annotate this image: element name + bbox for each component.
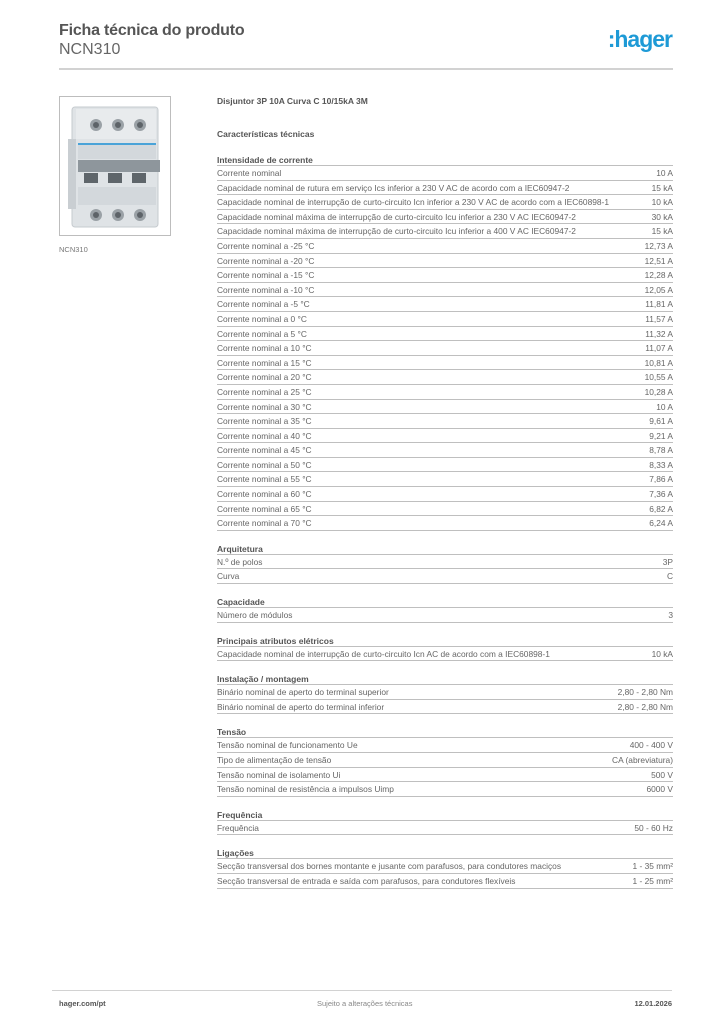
circuit-breaker-image-icon [68, 103, 162, 231]
spec-row [217, 312, 673, 327]
spec-value: 6,24 A [649, 518, 673, 529]
spec-row [217, 429, 673, 444]
spec-value: 11,57 A [645, 313, 673, 324]
spec-row [217, 608, 673, 623]
spec-value: 12,51 A [644, 255, 673, 266]
spec-value: 400 - 400 V [629, 740, 673, 751]
spec-label: Capacidade nominal de interrupção de curto-circuito Icn AC de acordo com a IEC60898-1 [217, 648, 550, 659]
spec-value: 15 kA [651, 182, 673, 193]
spec-value: 8,33 A [649, 459, 673, 470]
spec-value: 3P [662, 556, 673, 567]
spec-label: Corrente nominal a 5 °C [217, 328, 307, 339]
spec-label: Corrente nominal a 45 °C [217, 445, 312, 456]
spec-row [217, 385, 673, 400]
spec-label: Capacidade nominal de interrupção de curto-circuito Icn inferior a 230 V AC de acordo com a IEC60898-1 [217, 197, 609, 208]
spec-value: 9,21 A [649, 430, 673, 441]
spec-label: Tensão nominal de isolamento Ui [217, 769, 341, 780]
spec-row [217, 859, 673, 874]
spec-value: 10,28 A [644, 386, 673, 397]
spec-row [217, 569, 673, 584]
spec-row [217, 210, 673, 225]
spec-value: CA (abreviatura) [612, 755, 673, 765]
spec-value: 50 - 60 Hz [634, 822, 673, 833]
spec-group-title: Arquitetura [217, 544, 673, 555]
spec-value: 10,55 A [644, 372, 673, 383]
spec-value: 10 A [656, 401, 673, 412]
spec-value: 3 [668, 610, 673, 621]
spec-label: Corrente nominal a -5 °C [217, 299, 310, 310]
spec-label: Corrente nominal a 35 °C [217, 416, 312, 427]
spec-row [217, 472, 673, 487]
spec-value: 6,82 A [649, 503, 673, 514]
product-image-caption: NCN310 [59, 245, 88, 254]
spec-label: Corrente nominal a -10 °C [217, 284, 315, 295]
page-title: Ficha técnica do produto [59, 22, 245, 39]
spec-group [217, 636, 673, 662]
spec-row [217, 341, 673, 356]
spec-row [217, 738, 673, 753]
spec-label: Tipo de alimentação de tensão [217, 755, 332, 765]
spec-row [217, 224, 673, 239]
spec-row [217, 327, 673, 342]
spec-value: 11,07 A [645, 343, 673, 354]
spec-value: 2,80 - 2,80 Nm [617, 687, 673, 698]
spec-group [217, 727, 673, 796]
spec-label: Tensão nominal de resistência a impulsos Uimp [217, 784, 394, 795]
spec-value: 9,61 A [649, 416, 673, 427]
spec-row [217, 753, 673, 768]
spec-group-title: Ligações [217, 848, 673, 859]
spec-content [217, 96, 673, 889]
header-divider [59, 68, 673, 70]
spec-label: Corrente nominal a -25 °C [217, 240, 315, 251]
spec-label: Corrente nominal a 10 °C [217, 343, 312, 354]
spec-row [217, 555, 673, 570]
spec-label: Capacidade nominal máxima de interrupção de curto-circuito Icu inferior a 230 V AC IEC60947-2 [217, 211, 576, 222]
spec-group [217, 848, 673, 888]
product-description: Disjuntor 3P 10A Curva C 10/15kA 3M [217, 96, 368, 106]
technical-characteristics-title: Características técnicas [217, 129, 315, 139]
spec-group-title: Capacidade [217, 597, 673, 608]
spec-row [217, 685, 673, 700]
spec-groups [217, 155, 673, 889]
spec-value: 12,73 A [644, 240, 673, 251]
spec-group-title: Principais atributos elétricos [217, 636, 673, 647]
spec-row [217, 283, 673, 298]
spec-label: Capacidade nominal máxima de interrupção de curto-circuito Icu inferior a 400 V AC IEC60947-2 [217, 226, 576, 237]
spec-row [217, 356, 673, 371]
spec-row [217, 239, 673, 254]
spec-value: 7,36 A [649, 489, 673, 500]
spec-label: Curva [217, 571, 240, 582]
spec-row [217, 297, 673, 312]
footer-notice: Sujeito a alterações técnicas [317, 999, 413, 1008]
spec-row [217, 768, 673, 783]
spec-row [217, 370, 673, 385]
spec-label: N.º de polos [217, 556, 263, 567]
spec-row [217, 414, 673, 429]
spec-row [217, 782, 673, 797]
spec-value: 30 kA [651, 211, 673, 222]
spec-value: 11,81 A [645, 299, 673, 310]
spec-label: Corrente nominal a 40 °C [217, 430, 312, 441]
spec-label: Corrente nominal a 15 °C [217, 357, 312, 368]
spec-row [217, 254, 673, 269]
spec-label: Corrente nominal a 60 °C [217, 489, 312, 500]
spec-group-title: Frequência [217, 810, 673, 821]
spec-value: 500 V [651, 769, 673, 780]
spec-row [217, 458, 673, 473]
spec-label: Secção transversal de entrada e saída com parafusos, para condutores flexíveis [217, 875, 516, 886]
spec-value: 6000 V [646, 784, 673, 795]
spec-group [217, 810, 673, 836]
spec-value: 10 A [656, 168, 673, 178]
spec-row [217, 516, 673, 531]
product-image [59, 96, 171, 236]
spec-value: 12,28 A [644, 270, 673, 281]
spec-value: 10 kA [651, 648, 673, 659]
spec-label: Corrente nominal a 50 °C [217, 459, 312, 470]
spec-group [217, 597, 673, 623]
hager-logo: :hager [607, 26, 672, 52]
spec-label: Corrente nominal [217, 168, 282, 178]
spec-row [217, 502, 673, 517]
product-reference: NCN310 [59, 41, 121, 58]
spec-label: Corrente nominal a -15 °C [217, 270, 315, 281]
spec-label: Corrente nominal a 20 °C [217, 372, 312, 383]
spec-value: 10,81 A [644, 357, 673, 368]
spec-row [217, 400, 673, 415]
spec-label: Binário nominal de aperto do terminal inferior [217, 701, 385, 712]
footer-divider [52, 990, 672, 991]
spec-row [217, 700, 673, 715]
spec-label: Frequência [217, 822, 259, 833]
spec-row [217, 821, 673, 836]
spec-label: Número de módulos [217, 610, 293, 621]
spec-row [217, 166, 673, 181]
spec-group [217, 674, 673, 714]
spec-group [217, 544, 673, 584]
spec-row [217, 647, 673, 662]
spec-label: Corrente nominal a 25 °C [217, 386, 312, 397]
spec-value: 8,78 A [649, 445, 673, 456]
spec-value: 7,86 A [649, 474, 673, 485]
footer-website-link[interactable]: hager.com/pt [59, 999, 106, 1008]
spec-value: 11,32 A [645, 328, 673, 339]
spec-row [217, 268, 673, 283]
spec-group-title: Intensidade de corrente [217, 155, 673, 166]
spec-group-title: Tensão [217, 727, 673, 738]
spec-value: 15 kA [651, 226, 673, 237]
spec-label: Corrente nominal a 0 °C [217, 313, 307, 324]
spec-label: Corrente nominal a 30 °C [217, 401, 312, 412]
spec-value: 12,05 A [644, 284, 673, 295]
footer-date: 12.01.2026 [634, 999, 672, 1008]
spec-row [217, 874, 673, 889]
spec-label: Corrente nominal a -20 °C [217, 255, 315, 266]
spec-group-title: Instalação / montagem [217, 674, 673, 685]
spec-label: Capacidade nominal de rutura em serviço Ics inferior a 230 V AC de acordo com a IEC60947-2 [217, 182, 570, 193]
spec-label: Corrente nominal a 65 °C [217, 503, 312, 514]
spec-label: Corrente nominal a 70 °C [217, 518, 312, 529]
spec-value: 2,80 - 2,80 Nm [617, 701, 673, 712]
spec-value: 10 kA [651, 197, 673, 208]
spec-value: 1 - 35 mm² [632, 861, 673, 872]
spec-label: Corrente nominal a 55 °C [217, 474, 312, 485]
spec-group [217, 155, 673, 531]
page-header [59, 20, 673, 68]
spec-label: Secção transversal dos bornes montante e jusante com parafusos, para condutores maciços [217, 861, 562, 872]
spec-row [217, 195, 673, 210]
spec-row [217, 487, 673, 502]
spec-label: Tensão nominal de funcionamento Ue [217, 740, 358, 751]
spec-row [217, 443, 673, 458]
spec-label: Binário nominal de aperto do terminal superior [217, 687, 389, 698]
spec-value: 1 - 25 mm² [632, 875, 673, 886]
spec-value: C [666, 571, 673, 582]
spec-row [217, 181, 673, 196]
